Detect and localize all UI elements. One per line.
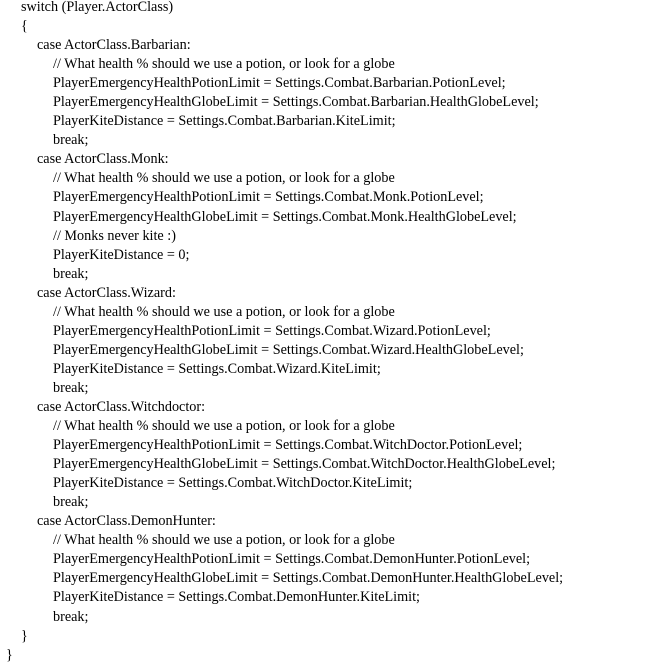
code-line: PlayerKiteDistance = Settings.Combat.Barbarian.KiteLimit; bbox=[53, 113, 396, 130]
code-line: break; bbox=[53, 494, 89, 511]
code-line: PlayerEmergencyHealthPotionLimit = Settings.Combat.Barbarian.PotionLevel; bbox=[53, 75, 506, 92]
code-line: PlayerEmergencyHealthGlobeLimit = Settings.Combat.Barbarian.HealthGlobeLevel; bbox=[53, 94, 539, 111]
code-line: PlayerEmergencyHealthPotionLimit = Settings.Combat.Wizard.PotionLevel; bbox=[53, 322, 491, 339]
code-line: } bbox=[21, 627, 28, 644]
code-line: case ActorClass.DemonHunter: bbox=[37, 513, 216, 530]
code-line: case ActorClass.Barbarian: bbox=[37, 37, 191, 54]
code-line: PlayerEmergencyHealthPotionLimit = Settings.Combat.DemonHunter.PotionLevel; bbox=[53, 551, 531, 568]
code-line: case ActorClass.Witchdoctor: bbox=[37, 398, 206, 415]
code-line: switch (Player.ActorClass) bbox=[21, 0, 174, 15]
code-line: case ActorClass.Wizard: bbox=[37, 284, 176, 301]
code-line: { bbox=[21, 18, 28, 35]
code-line: // What health % should we use a potion, or look for a globe bbox=[53, 170, 395, 187]
code-line: PlayerEmergencyHealthPotionLimit = Settings.Combat.Monk.PotionLevel; bbox=[53, 189, 484, 206]
code-line: PlayerKiteDistance = Settings.Combat.Wizard.KiteLimit; bbox=[53, 360, 381, 377]
code-line: // What health % should we use a potion, or look for a globe bbox=[53, 532, 395, 549]
code-line: break; bbox=[53, 608, 89, 625]
code-line: PlayerKiteDistance = Settings.Combat.DemonHunter.KiteLimit; bbox=[53, 589, 420, 606]
code-line: // What health % should we use a potion, or look for a globe bbox=[53, 56, 395, 73]
code-line: break; bbox=[53, 379, 89, 396]
code-line: // What health % should we use a potion, or look for a globe bbox=[53, 303, 395, 320]
code-line: PlayerEmergencyHealthGlobeLimit = Settings.Combat.Wizard.HealthGlobeLevel; bbox=[53, 341, 524, 358]
code-line: // Monks never kite :) bbox=[53, 227, 176, 244]
code-line: } bbox=[6, 646, 13, 663]
code-line: PlayerEmergencyHealthPotionLimit = Settings.Combat.WitchDoctor.PotionLevel; bbox=[53, 437, 523, 454]
code-line: PlayerEmergencyHealthGlobeLimit = Settings.Combat.WitchDoctor.HealthGlobeLevel; bbox=[53, 456, 556, 473]
code-line: PlayerKiteDistance = Settings.Combat.WitchDoctor.KiteLimit; bbox=[53, 475, 413, 492]
code-line: case ActorClass.Monk: bbox=[37, 151, 169, 168]
code-line: PlayerKiteDistance = 0; bbox=[53, 246, 190, 263]
code-line: // What health % should we use a potion, or look for a globe bbox=[53, 418, 395, 435]
code-line: PlayerEmergencyHealthGlobeLimit = Settings.Combat.Monk.HealthGlobeLevel; bbox=[53, 208, 517, 225]
code-line: PlayerEmergencyHealthGlobeLimit = Settings.Combat.DemonHunter.HealthGlobeLevel; bbox=[53, 570, 564, 587]
code-line: break; bbox=[53, 265, 89, 282]
code-line: break; bbox=[53, 132, 89, 149]
